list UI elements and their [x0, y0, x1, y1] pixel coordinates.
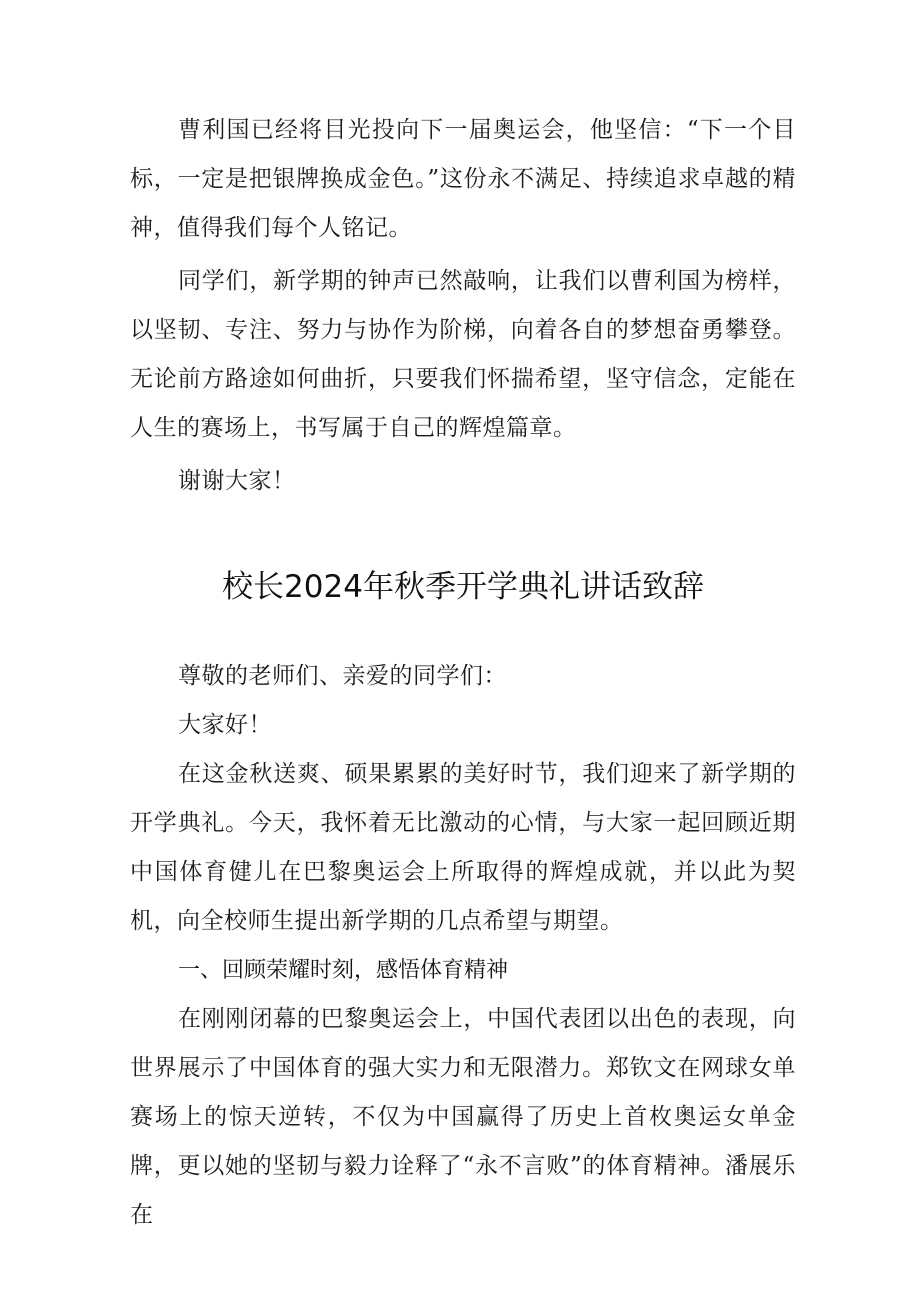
paragraph-new-semester-call: 同学们，新学期的钟声已然敲响，让我们以曹利国为榜样，以坚韧、专注、努力与协作为阶梯，向着各自的梦想奋勇攀登。无论前方路途如何曲折，只要我们怀揣希望，坚守信念，定能在人生的赛场上，书写属于自己的辉煌篇章。 — [130, 268, 796, 441]
paragraph-thanks: 谢谢大家！ — [178, 468, 296, 494]
speech-intro: 在这金秋送爽、硕果累累的美好时节，我们迎来了新学期的开学典礼。今天，我怀着无比激动的心情，与大家一起回顾近期中国体育健儿在巴黎奥运会上所取得的辉煌成就，并以此为契机，向全校师生提出新学期的几点希望与期望。 — [130, 761, 796, 934]
section-one-body: 在刚刚闭幕的巴黎奥运会上，中国代表团以出色的表现，向世界展示了中国体育的强大实力和无限潜力。郑钦文在网球女单赛场上的惊天逆转，不仅为中国赢得了历史上首枚奥运女单金牌，更以她的坚韧与毅力诠释了“永不言败”的体育精神。潘展乐在 — [130, 1006, 796, 1228]
document-body — [130, 106, 796, 1240]
speech-title: 校长2024年秋季开学典礼讲话致辞 — [222, 569, 704, 605]
speech-greeting: 大家好！ — [178, 712, 272, 738]
section-one-heading: 一、回顾荣耀时刻，感悟体育精神 — [178, 958, 509, 983]
paragraph-next-goal: 曹利国已经将目光投向下一届奥运会，他坚信：“下一个目标，一定是把银牌换成金色。”这份永不满足、持续追求卓越的精神，值得我们每个人铭记。 — [130, 117, 796, 241]
speech-salutation: 尊敬的老师们、亲爱的同学们： — [178, 663, 507, 689]
